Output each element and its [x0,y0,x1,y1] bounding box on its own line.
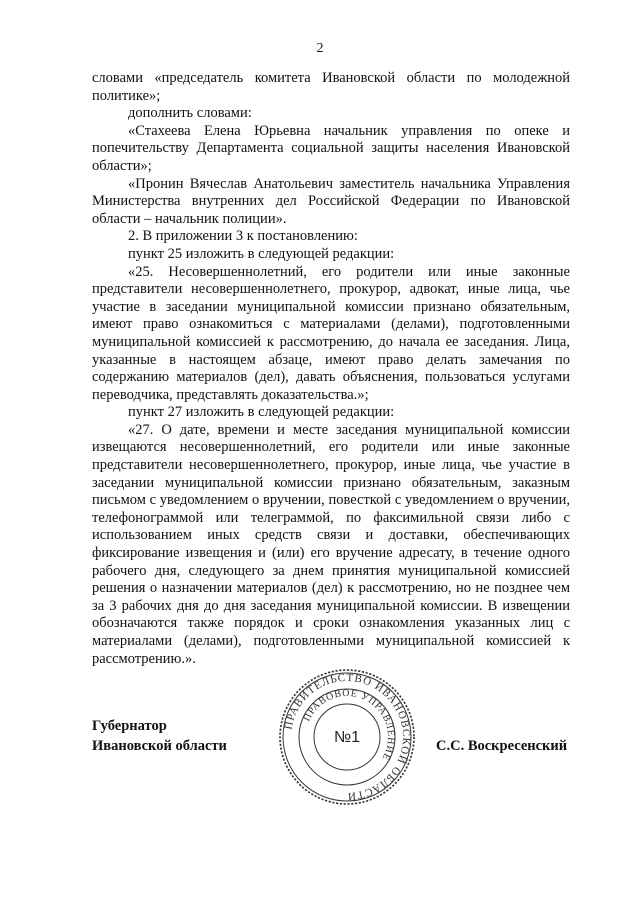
paragraph: 2. В приложении 3 к постановлению: [128,228,358,245]
page-number: 2 [316,41,324,56]
paragraph: «27. О дате, времени и месте заседания муниципальной комиссии извещаются несовершеннолетний, его родители или иные законные представители несовершеннолетнего, прокурор, иные лица, чье участие в заседании муниципальной комиссии признано обязательным, заказным письмом с уведомлением о вручении, повесткой с уведомлением о вручении, телефонограммой или телеграммой, по факсимильной связи либо с использованием иных средств связи и доставки, обеспечивающих фиксирование извещения и (или) его вручение адресату, в течение одного рабочего дня, следующего за днем принятия муниципальной комиссией решения о назначении материалов (дел) к рассмотрению, но не позднее чем за 3 рабочих дня до дня заседания муниципальной комиссии. В извещении обозначаются также порядок и сроки ознакомления указанных лиц с материалами (делами), подготовленными муниципальной комиссией к рассмотрению.». [92,421,570,667]
signatory-name: С.С. Воскресенский [436,738,568,754]
paragraph: пункт 27 изложить в следующей редакции: [128,404,395,421]
signatory-title-line: Губернатор [92,718,167,734]
official-seal [274,667,420,807]
paragraph: «Пронин Вячеслав Анатольевич заместитель начальника Управления Министерства внутренних дел Российской Федерации по Ивановской области – начальник полиции». [92,175,570,227]
document-body [92,70,570,668]
paragraph: дополнить словами: [128,105,252,122]
paragraph: «Стахеева Елена Юрьевна начальник управления по опеке и попечительству Департамента социальной защиты населения Ивановской области»; [92,122,570,174]
signatory-title [92,716,227,756]
seal-inner-text: ПРАВОВОЕ УПРАВЛЕНИЕ [301,687,397,763]
paragraph: словами «председатель комитета Ивановской области по молодежной политике»; [92,70,570,104]
paragraph: пункт 25 изложить в следующей редакции: [128,245,395,262]
paragraph: «25. Несовершеннолетний, его родители или иные законные представители несовершеннолетнего, прокурор, адвокат, иные лица, чье участие в заседании муниципальной комиссии признано обязательным, имеют право ознакомиться с материалами (делами), подготовленными муниципальной комиссией к рассмотрению, до начала ее заседания. Лица, указанные в настоящем абзаце, имеют право делать замечания по содержанию материалов (дел), давать объяснения, пользоваться услугами переводчика, представлять доказательства.»; [92,263,570,403]
seal-number: №1 [333,729,361,746]
signatory-title-line: Ивановской области [92,738,227,754]
seal-outer-text: ПРАВИТЕЛЬСТВО ИВАНОВСКОЙ ОБЛАСТИ [282,671,413,803]
